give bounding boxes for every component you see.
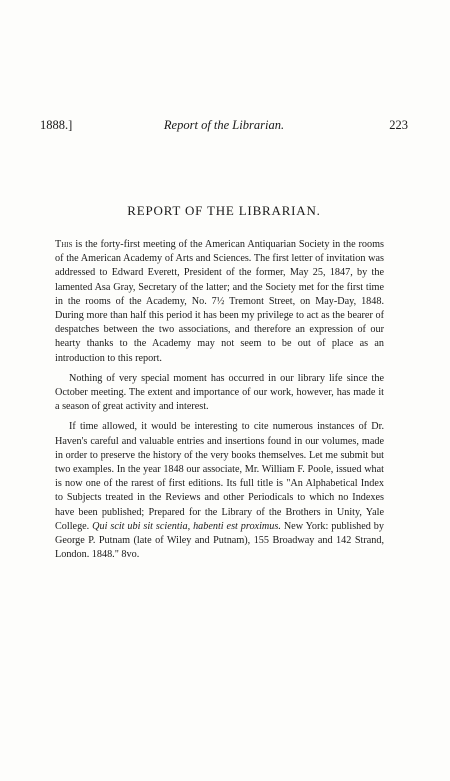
paragraph-3-text-b: New York: published by George P. Putnam (late of Wiley and Putnam), 155 Broadway and 142 Strand, London. 1848." 8vo. <box>55 520 384 561</box>
paragraph-2: Nothing of very special moment has occurred in our library life since the October meeting. The extent and importance of our work, however, has made it a season of great activity and interest. <box>55 372 384 413</box>
paragraph-1-lead: This <box>55 239 73 250</box>
paragraph-3-latin-motto: Qui scit ubi sit scientia, habenti est proximus. <box>92 520 281 532</box>
paragraph-1-text: is the forty-first meeting of the American Antiquarian Society in the rooms of the American Academy of Arts and Sciences. The first letter of invitation was addressed to Edward Everett, President of the former, May 25, 1847, by the lamented Asa Gray, Secretary of the latter; and the Society met for the first time in the rooms of the Academy, No. 7½ Tremont Street, on May-Day, 1848. During more than half this period it has been my privilege to act as the bearer of despatches between the two associations, and therefore an expression of our hearty thanks to the Academy may not seem to be out of place as an introduction to this report. <box>55 239 384 364</box>
page-number: 223 <box>389 118 408 132</box>
running-head <box>40 118 408 136</box>
paragraph-3 <box>55 420 384 562</box>
report-title: REPORT OF THE LIBRARIAN. <box>127 203 321 218</box>
report-body <box>55 238 384 562</box>
running-head-year: 1888.] <box>40 118 73 132</box>
paragraph-1 <box>55 238 384 366</box>
running-head-section: Report of the Librarian. <box>163 118 285 132</box>
paragraph-3-text-a: If time allowed, it would be interesting to cite numerous instances of Dr. Haven's careful and valuable entries and insertions found in our volumes, made in order to preserve the history of the very books themselves. Let me submit but two examples. In the year 1848 our associate, Mr. William F. Poole, issued what is now one of the rarest of first editions. Its full title is "An Alphabetical Index to Subjects treated in the Reviews and other Periodicals to which no Indexes have been published; Prepared for the Library of the Brothers in Unity, Yale College. <box>55 421 384 532</box>
